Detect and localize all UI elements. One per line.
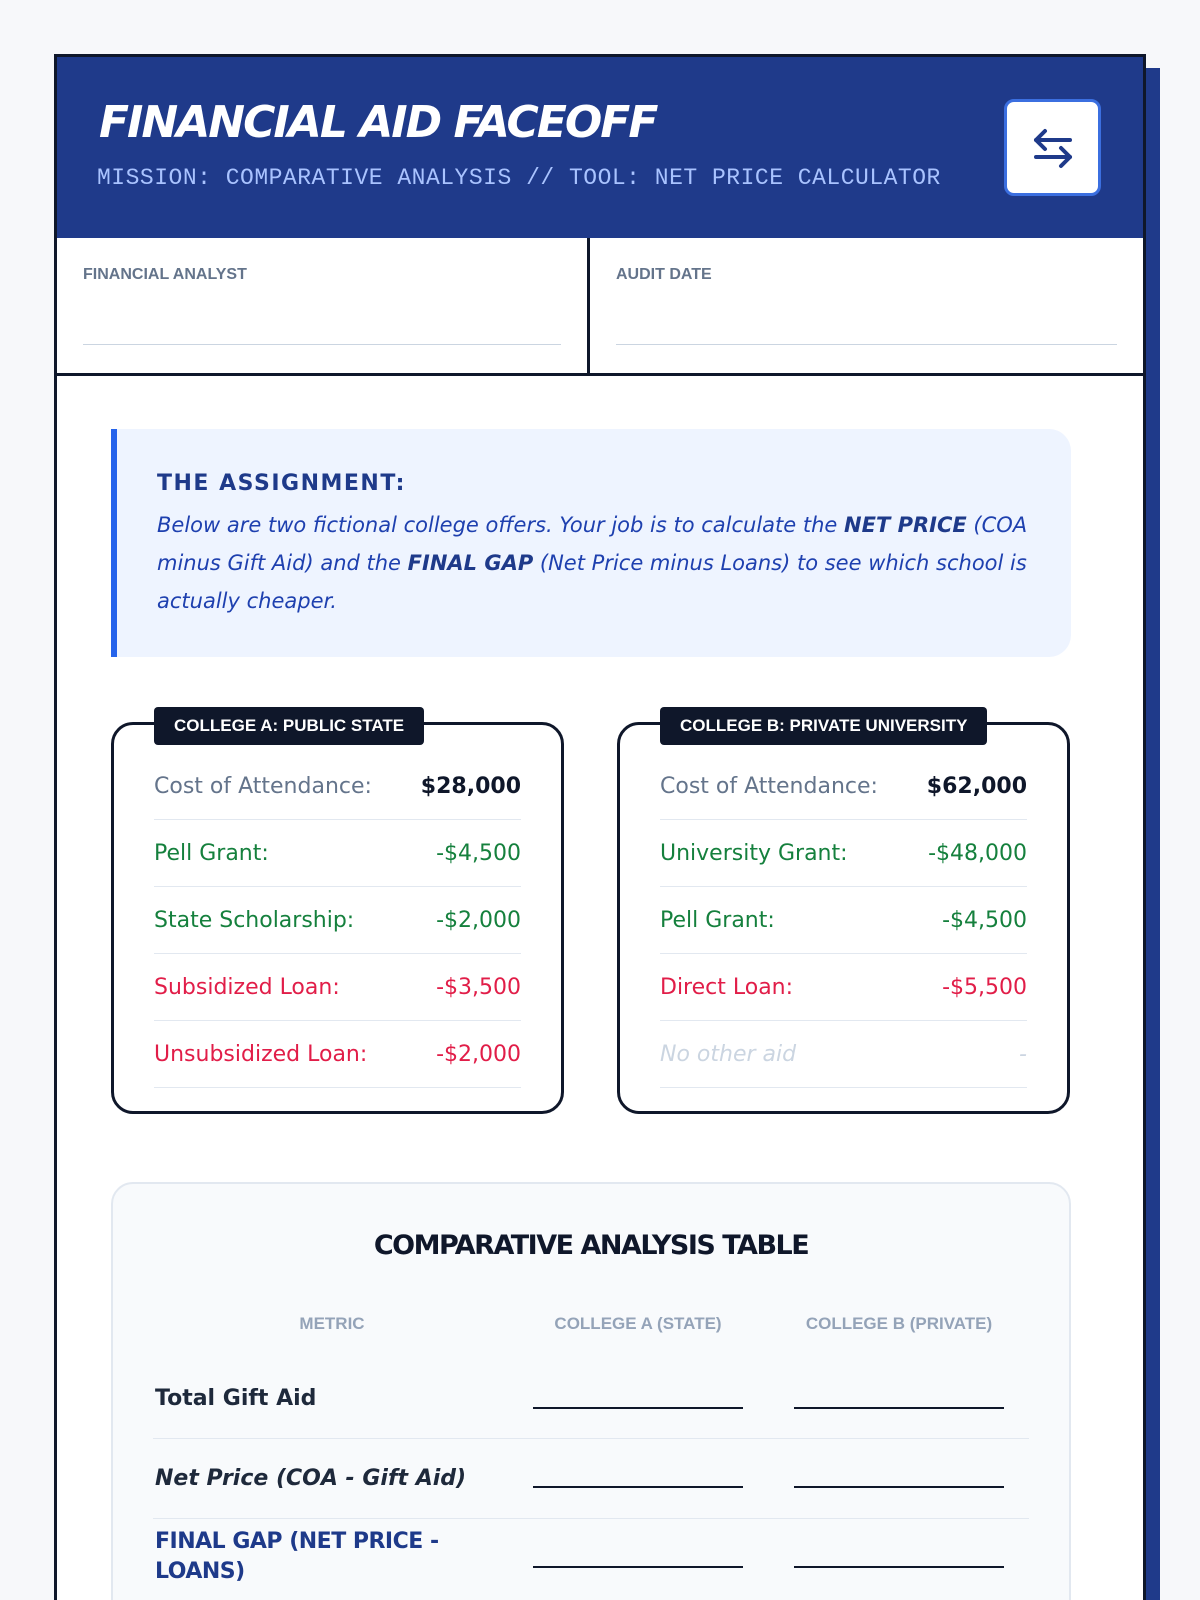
assignment-box xyxy=(111,429,1071,657)
analyst-cell xyxy=(57,238,590,373)
row-label: Cost of Attendance: xyxy=(154,773,372,799)
header-college-a: COLLEGE A (STATE) xyxy=(554,1314,722,1333)
analyst-field[interactable] xyxy=(83,344,561,345)
assignment-bold-final-gap: FINAL GAP xyxy=(407,551,534,575)
college-a-net-price-blank[interactable] xyxy=(533,1486,743,1488)
row-label: Subsidized Loan: xyxy=(154,974,340,1000)
row-label: Pell Grant: xyxy=(154,840,269,866)
page-title: FINANCIAL AID FACEOFF xyxy=(99,97,657,148)
row-value: -$3,500 xyxy=(436,974,521,1000)
row-label: Pell Grant: xyxy=(660,907,775,933)
college-b-gift-aid-blank[interactable] xyxy=(794,1407,1004,1409)
college-b-loan-row xyxy=(660,954,1027,1021)
metric-label: Net Price (COA - Gift Aid) xyxy=(155,1466,467,1491)
row-value: -$4,500 xyxy=(436,840,521,866)
metric-label: FINAL GAP (NET PRICE - LOANS) xyxy=(155,1529,439,1584)
row-label: University Grant: xyxy=(660,840,848,866)
college-b-card xyxy=(617,716,1070,1114)
college-a-coa-row xyxy=(154,753,521,820)
analysis-title: COMPARATIVE ANALYSIS TABLE xyxy=(373,1230,809,1261)
analysis-table xyxy=(111,1182,1071,1600)
swap-arrows-icon xyxy=(1030,125,1076,171)
analyst-label: FINANCIAL ANALYST xyxy=(83,266,247,283)
metric-label: Total Gift Aid xyxy=(155,1386,317,1411)
row-value: -$5,500 xyxy=(942,974,1027,1000)
worksheet-header xyxy=(57,57,1143,238)
table-row-gift-aid xyxy=(153,1360,1029,1439)
row-value: - xyxy=(1019,1041,1027,1067)
worksheet xyxy=(54,54,1146,1600)
assignment-text xyxy=(157,506,1031,620)
college-a-grant-row xyxy=(154,820,521,887)
college-b-grant-row xyxy=(660,887,1027,954)
table-row-final-gap xyxy=(153,1520,1029,1599)
row-value: -$48,000 xyxy=(928,840,1027,866)
header-college-b: COLLEGE B (PRIVATE) xyxy=(805,1314,993,1333)
row-label: Cost of Attendance: xyxy=(660,773,878,799)
college-a-loan-row xyxy=(154,1021,521,1088)
college-a-final-gap-blank[interactable] xyxy=(533,1566,743,1568)
college-b-final-gap-blank[interactable] xyxy=(794,1566,1004,1568)
row-value: -$2,000 xyxy=(436,907,521,933)
row-label: No other aid xyxy=(660,1041,797,1067)
date-cell xyxy=(590,238,1143,373)
college-b-empty-row xyxy=(660,1021,1027,1088)
assignment-bold-net-price: NET PRICE xyxy=(844,513,967,537)
assignment-title: THE ASSIGNMENT: xyxy=(157,471,406,496)
meta-row xyxy=(57,238,1143,376)
row-label: Direct Loan: xyxy=(660,974,794,1000)
row-value: $62,000 xyxy=(926,773,1027,799)
swap-button[interactable] xyxy=(1004,99,1101,196)
college-b-net-price-blank[interactable] xyxy=(794,1486,1004,1488)
assignment-text-2: (COA minus Gift Aid) and the xyxy=(157,513,1028,575)
row-value: $28,000 xyxy=(420,773,521,799)
assignment-text-1: Below are two fictional college offers. Your job is to calculate the xyxy=(157,513,845,537)
college-b-tag: COLLEGE B: PRIVATE UNIVERSITY xyxy=(660,707,987,745)
date-label: AUDIT DATE xyxy=(616,266,712,283)
college-a-card xyxy=(111,716,564,1114)
table-row-net-price xyxy=(153,1440,1029,1519)
college-b-grant-row xyxy=(660,820,1027,887)
page-subtitle: MISSION: COMPARATIVE ANALYSIS // TOOL: NET PRICE CALCULATOR xyxy=(97,165,941,191)
college-a-loan-row xyxy=(154,954,521,1021)
row-label: Unsubsidized Loan: xyxy=(154,1041,368,1067)
assignment-text-3: (Net Price minus Loans) to see which school is actually cheaper. xyxy=(157,551,1027,613)
row-value: -$2,000 xyxy=(436,1041,521,1067)
header-metric: METRIC xyxy=(299,1314,365,1333)
college-b-coa-row xyxy=(660,753,1027,820)
row-label: State Scholarship: xyxy=(154,907,355,933)
row-value: -$4,500 xyxy=(942,907,1027,933)
college-a-grant-row xyxy=(154,887,521,954)
college-a-gift-aid-blank[interactable] xyxy=(533,1407,743,1409)
date-field[interactable] xyxy=(616,344,1117,345)
college-a-tag: COLLEGE A: PUBLIC STATE xyxy=(154,707,424,745)
